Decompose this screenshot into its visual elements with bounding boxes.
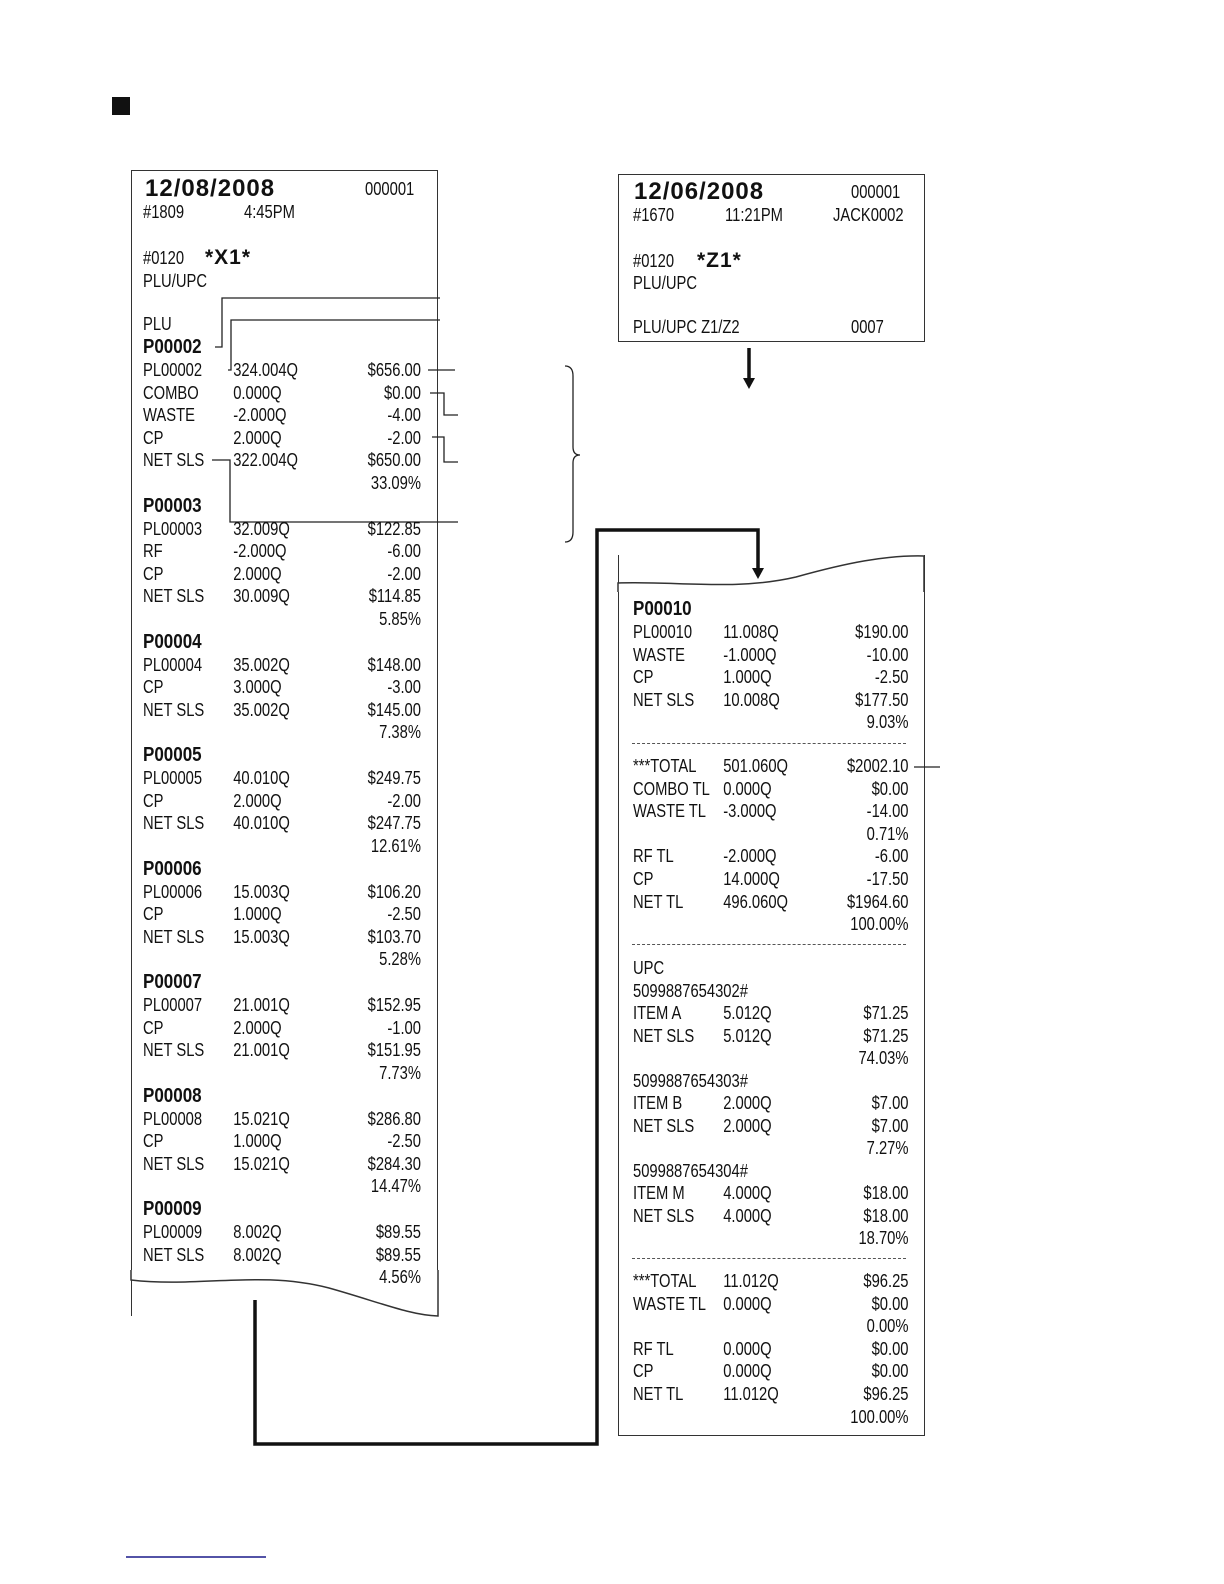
plu-line [143,563,421,585]
line-label: NET TL [633,1384,684,1404]
upc-line [633,1092,909,1114]
line-amount: $106.20 [367,881,421,902]
line-amount: $190.00 [855,622,909,642]
line-label: CP [633,869,654,889]
plu-line [143,404,421,426]
line-quantity: 2.000Q [723,1093,772,1113]
line-label: PL00004 [143,654,203,675]
line-amount: $286.80 [367,1108,421,1129]
line-quantity: 11.012Q [723,1384,779,1404]
line-label: CP [143,427,164,448]
upc-line [633,1182,909,1204]
line-amount: $122.85 [367,518,421,539]
line-quantity: 322.004Q [233,450,299,470]
x1-consecutive-no-text: 000001 [365,179,415,199]
line-label: NET SLS [633,1025,695,1046]
plu-total-line [633,891,909,913]
line-quantity: 1.000Q [233,1131,282,1151]
plu-percent [143,608,421,630]
line-quantity: 2.000Q [233,1017,282,1038]
plu-line [143,518,421,540]
upc-line [633,1002,909,1024]
line-amount: $151.95 [367,1040,421,1060]
plu-line [633,666,909,688]
z1-mode-no [633,250,911,272]
line-label: WASTE TL [633,1293,706,1314]
dashed-divider [632,944,906,945]
z1-report-name-text: PLU/UPC [633,273,697,293]
plu-percent-text: 12.61% [370,835,421,856]
line-quantity: 21.001Q [233,1040,290,1060]
plu-percent-text: 33.09% [370,472,421,493]
line-amount: $96.25 [863,1384,909,1404]
plu-line [143,427,421,449]
line-label: NET SLS [143,699,205,720]
line-quantity: 0.000Q [723,1338,772,1359]
line-label: PL00002 [143,360,203,380]
line-amount: $18.00 [863,1205,909,1226]
line-label: PL00008 [143,1108,203,1129]
line-quantity: -2.000Q [233,405,287,425]
line-amount: $650.00 [367,450,421,470]
line-amount: $7.00 [871,1115,909,1136]
plu-line [143,676,421,698]
line-quantity: 32.009Q [233,518,290,539]
z1-counter-label-text: PLU/UPC Z1/Z2 [633,317,740,337]
upc-total-line [633,1293,909,1315]
z1-consecutive-no-text: 000001 [851,182,901,202]
line-amount: $18.00 [863,1183,909,1203]
line-label: NET SLS [633,689,695,710]
plu-line [143,812,421,834]
line-label: ***TOTAL [633,1271,697,1291]
z1-date: 12/06/2008 [634,178,765,205]
plu-total-line [633,755,909,777]
line-amount: -14.00 [866,801,909,822]
plu-group-code: P00004 [143,630,202,653]
dashed-divider [632,743,906,744]
line-label: PL00005 [143,768,203,788]
line-quantity: 0.000Q [723,1293,772,1314]
plu-line [143,767,421,789]
upc-percent-text: 7.27% [866,1138,909,1158]
line-amount: -4.00 [387,405,421,425]
line-label: CP [143,904,164,924]
plu-percent-text: 14.47% [370,1176,421,1196]
line-quantity: 1.000Q [233,904,282,924]
z1-counter-text: 0007 [851,317,884,337]
upc-percent [633,1227,909,1249]
plu-percent-text: 4.56% [379,1267,421,1287]
line-quantity: 40.010Q [233,813,290,833]
line-quantity: 8.002Q [233,1222,282,1242]
plu-line [143,1108,421,1130]
line-quantity: -2.000Q [723,846,777,867]
x1-report-name [143,270,421,292]
plu-group-code: P00007 [143,971,202,993]
line-amount: $71.25 [863,1025,909,1046]
plu-percent [143,1175,421,1197]
x1-register-no-text: #1809 [143,202,185,222]
plu-group-code: P00005 [143,744,202,766]
plu-percent-text: 9.03% [866,712,909,732]
upc-code [633,980,911,1002]
line-amount: $71.25 [863,1003,909,1023]
line-label: PL00009 [143,1222,203,1242]
line-quantity: 15.003Q [233,926,290,947]
line-amount: $0.00 [871,1338,909,1359]
z1-time-text: 11:21PM [725,205,783,225]
line-amount: -1.00 [387,1017,421,1038]
line-label: WASTE [633,644,685,665]
line-label: CP [143,790,164,811]
plu-percent-text: 7.73% [379,1062,421,1083]
line-label: NET SLS [143,1040,205,1060]
plu-line [143,1244,421,1266]
line-label: COMBO [143,382,199,403]
line-amount: -2.00 [387,427,421,448]
line-quantity: 3.000Q [233,677,282,697]
x1-mode-no-text: #0120 [143,248,185,268]
line-amount: -6.00 [387,541,421,561]
line-amount: $0.00 [871,1293,909,1314]
line-quantity: 5.012Q [723,1025,772,1046]
line-amount: $656.00 [367,360,421,380]
line-quantity: 0.000Q [723,778,772,799]
plu-percent [143,835,421,857]
plu-line [143,1130,421,1152]
x1-time [244,201,522,223]
line-label: ITEM A [633,1003,682,1023]
upc-total-line [633,1315,909,1337]
plu-line [143,994,421,1016]
plu-total-line [633,845,909,867]
plu-percent-text: 5.85% [379,608,421,629]
z1-counter [851,316,1129,338]
plu-total-line [633,868,909,890]
plu-percent [143,1266,421,1288]
plu-group-code: P00006 [143,857,202,880]
line-label: NET SLS [143,586,205,606]
plu-line [143,540,421,562]
line-quantity: 10.008Q [723,689,780,710]
line-label: PL00010 [633,622,693,642]
line-quantity: 2.000Q [233,790,282,811]
z1-register-no-text: #1670 [633,205,675,225]
dashed-divider [632,1258,906,1259]
line-amount: $0.00 [871,1361,909,1382]
plu-group-code: P00002 [143,336,202,358]
line-amount: $103.70 [367,926,421,947]
line-label: NET TL [633,891,684,912]
line-quantity: 15.003Q [233,881,290,902]
line-label: RF TL [633,1338,674,1359]
line-amount: 0.00% [866,1316,909,1337]
plu-percent-text: 7.38% [379,722,421,742]
line-quantity: 4.000Q [723,1205,772,1226]
line-amount: -17.50 [866,869,909,889]
line-label: NET SLS [143,926,205,947]
plu-percent [143,948,421,970]
line-amount: $89.55 [375,1244,421,1265]
plu-line [143,359,421,381]
line-quantity: 5.012Q [723,1003,772,1023]
line-quantity: 0.000Q [723,1361,772,1382]
line-quantity: 11.012Q [723,1271,779,1291]
plu-line [143,654,421,676]
line-amount: -2.50 [387,1131,421,1151]
line-label: PL00003 [143,518,203,539]
line-amount: -2.00 [387,790,421,811]
z1-mode: *Z1* [697,249,742,272]
line-amount: $148.00 [367,654,421,675]
upc-code-text: 5099887654304# [633,1160,748,1181]
line-amount: -2.50 [387,904,421,924]
upc-code-text: 5099887654302# [633,980,748,1001]
upc-total-line [633,1406,909,1428]
x1-plu-label [143,313,421,335]
x1-report-name-text: PLU/UPC [143,271,207,291]
line-quantity: 14.000Q [723,869,780,889]
upc-total-line [633,1270,909,1292]
line-amount: -2.50 [874,667,909,687]
upc-percent [633,1137,909,1159]
line-amount: 100.00% [850,1406,909,1427]
plu-group-code: P00003 [143,494,202,517]
line-amount: -2.00 [387,563,421,584]
plu-group-code: P00009 [143,1198,202,1220]
plu-line [143,382,421,404]
line-quantity: 0.000Q [233,382,282,403]
line-amount: $2002.10 [846,756,909,776]
upc-percent [633,1047,909,1069]
line-amount: $7.00 [871,1093,909,1113]
line-amount: 0.71% [866,823,909,844]
line-quantity: 324.004Q [233,360,299,380]
line-label: CP [143,1017,164,1038]
plu-percent [633,711,909,733]
plu-group-code: P00010 [633,598,692,620]
plu-line [143,585,421,607]
line-amount: $145.00 [367,699,421,720]
line-label: COMBO TL [633,778,710,799]
line-quantity: 2.000Q [723,1115,772,1136]
x1-time-text: 4:45PM [244,202,295,222]
line-label: CP [633,667,654,687]
plu-group-code: P00008 [143,1084,202,1107]
plu-line [143,1039,421,1061]
plu-percent [143,472,421,494]
line-quantity: 8.002Q [233,1244,282,1265]
upc-percent-text: 18.70% [858,1228,909,1248]
plu-line [633,689,909,711]
line-quantity: 35.002Q [233,699,290,720]
plu-total-line [633,913,909,935]
plu-line [143,881,421,903]
upc-code [633,1160,911,1182]
line-amount: $96.25 [863,1271,909,1291]
upc-code-text: 5099887654303# [633,1070,748,1091]
upc-total-line [633,1338,909,1360]
plu-percent [143,1062,421,1084]
line-amount: $1964.60 [846,891,909,912]
line-label: NET SLS [143,1244,205,1265]
upc-line [633,1025,909,1047]
z1-clerk-name [833,204,1111,226]
line-quantity: 21.001Q [233,995,290,1015]
line-quantity: 501.060Q [723,756,789,776]
line-amount: -10.00 [866,644,909,665]
line-quantity: 35.002Q [233,654,290,675]
line-label: ITEM B [633,1093,683,1113]
line-quantity: 2.000Q [233,563,282,584]
plu-total-line [633,800,909,822]
line-label: NET SLS [633,1115,695,1136]
line-label: PL00007 [143,995,203,1015]
upc-total-line [633,1383,909,1405]
line-quantity: -2.000Q [233,541,287,561]
plu-line [143,699,421,721]
line-label: CP [143,563,164,584]
x1-consecutive-no [365,178,643,200]
line-label: PL00006 [143,881,203,902]
line-label: ITEM M [633,1183,685,1203]
upc-label [633,957,911,979]
x1-date: 12/08/2008 [145,175,276,202]
plu-line [143,903,421,925]
line-amount: 100.00% [850,914,909,935]
line-amount: $177.50 [855,689,909,710]
line-amount: $152.95 [367,995,421,1015]
upc-label-text: UPC [633,958,665,978]
x1-mode-no [143,247,421,269]
plu-total-line [633,823,909,845]
line-label: WASTE TL [633,801,706,822]
line-label: WASTE [143,405,195,425]
line-quantity: 40.010Q [233,768,290,788]
line-label: RF [143,541,163,561]
line-quantity: 11.008Q [723,622,779,642]
upc-percent-text: 74.03% [858,1048,909,1068]
upc-line [633,1115,909,1137]
line-amount: $0.00 [384,382,421,403]
x1-mode: *X1* [205,246,252,269]
line-quantity: 496.060Q [723,891,789,912]
plu-percent [143,721,421,743]
line-quantity: -3.000Q [723,801,777,822]
upc-total-line [633,1360,909,1382]
line-label: CP [143,1131,164,1151]
upc-line [633,1205,909,1227]
plu-line [143,1153,421,1175]
line-quantity: 2.000Q [233,427,282,448]
line-amount: $247.75 [367,813,421,833]
line-quantity: 4.000Q [723,1183,772,1203]
line-label: NET SLS [143,450,205,470]
plu-line [143,926,421,948]
line-quantity: 15.021Q [233,1108,290,1129]
plu-percent-text: 5.28% [379,949,421,969]
line-label: CP [633,1361,654,1382]
line-amount: -3.00 [387,677,421,697]
line-quantity: 15.021Q [233,1153,290,1174]
line-label: RF TL [633,846,674,867]
line-label: NET SLS [143,1153,205,1174]
upc-code [633,1070,911,1092]
line-amount: $89.55 [375,1222,421,1242]
plu-total-line [633,778,909,800]
line-label: CP [143,677,164,697]
plu-line [143,790,421,812]
line-amount: $114.85 [368,586,421,606]
plu-line [633,644,909,666]
z1-report-name [633,272,911,294]
line-quantity: 30.009Q [233,586,290,606]
line-amount: $249.75 [367,768,421,788]
line-quantity: -1.000Q [723,644,777,665]
z1-consecutive-no [851,181,1129,203]
plu-line [633,621,909,643]
line-label: NET SLS [633,1205,695,1226]
line-amount: $284.30 [367,1153,421,1174]
line-amount: $0.00 [871,778,909,799]
line-label: NET SLS [143,813,205,833]
z1-mode-no-text: #0120 [633,251,675,271]
plu-line [143,1017,421,1039]
z1-clerk-name-text: JACK0002 [833,205,904,225]
line-amount: -6.00 [874,846,909,867]
line-quantity: 1.000Q [723,667,772,687]
x1-plu-label-text: PLU [143,314,172,334]
plu-line [143,449,421,471]
line-label: ***TOTAL [633,756,697,776]
plu-line [143,1221,421,1243]
